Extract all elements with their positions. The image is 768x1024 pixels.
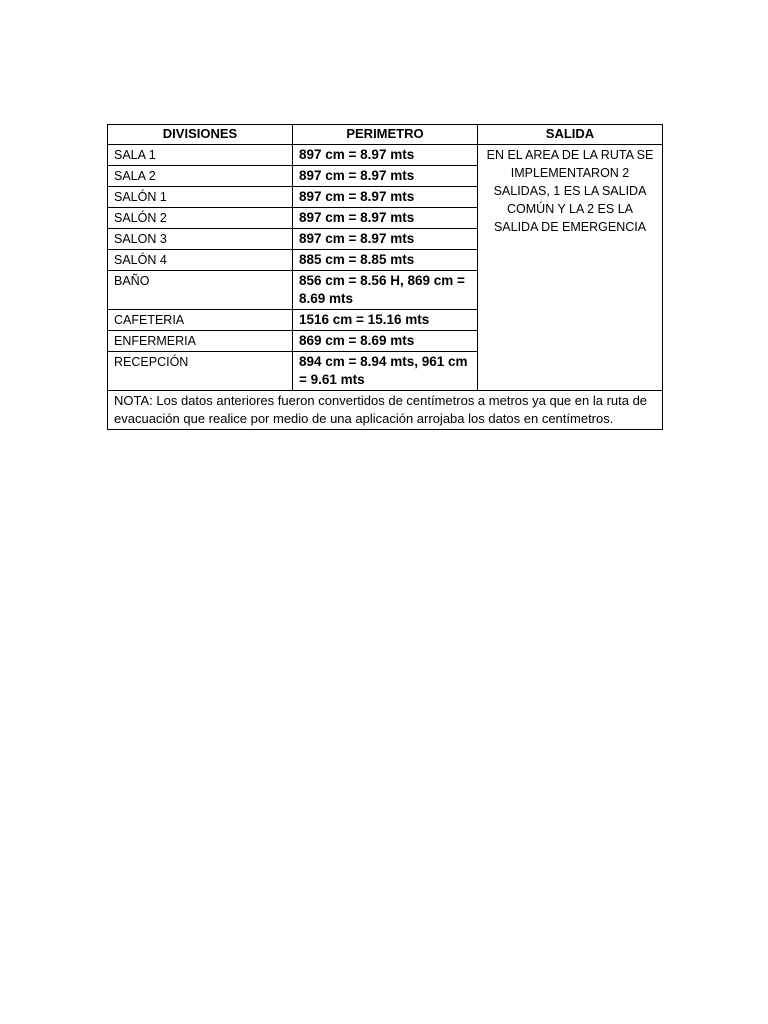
header-perimetro: PERIMETRO	[293, 125, 478, 145]
division-cell: ENFERMERIA	[108, 331, 293, 352]
perimetro-cell: 894 cm = 8.94 mts, 961 cm = 9.61 mts	[293, 352, 478, 391]
table-row	[108, 145, 663, 166]
division-cell: SALA 1	[108, 145, 293, 166]
perimetro-cell: 897 cm = 8.97 mts	[293, 145, 478, 166]
divisions-table	[107, 124, 663, 430]
header-salida: SALIDA	[478, 125, 663, 145]
salida-cell: EN EL AREA DE LA RUTA SE IMPLEMENTARON 2 SALIDAS, 1 ES LA SALIDA COMÚN Y LA 2 ES LA SALIDA DE EMERGENCIA	[478, 145, 663, 391]
perimetro-cell: 897 cm = 8.97 mts	[293, 187, 478, 208]
perimetro-cell: 897 cm = 8.97 mts	[293, 208, 478, 229]
division-cell: SALÓN 1	[108, 187, 293, 208]
note-text: NOTA: Los datos anteriores fueron convertidos de centímetros a metros ya que en la ruta de evacuación que realice por medio de una aplicación arrojaba los datos en centímetros.	[108, 391, 663, 430]
perimetro-cell: 1516 cm = 15.16 mts	[293, 310, 478, 331]
division-cell: CAFETERIA	[108, 310, 293, 331]
division-cell: RECEPCIÓN	[108, 352, 293, 391]
perimetro-cell: 856 cm = 8.56 H, 869 cm = 8.69 mts	[293, 271, 478, 310]
division-cell: SALON 3	[108, 229, 293, 250]
note-row	[108, 391, 663, 430]
division-cell: SALA 2	[108, 166, 293, 187]
table-header-row	[108, 125, 663, 145]
division-cell: BAÑO	[108, 271, 293, 310]
perimetro-cell: 897 cm = 8.97 mts	[293, 166, 478, 187]
perimetro-cell: 869 cm = 8.69 mts	[293, 331, 478, 352]
division-cell: SALÓN 4	[108, 250, 293, 271]
perimetro-cell: 897 cm = 8.97 mts	[293, 229, 478, 250]
perimetro-cell: 885 cm = 8.85 mts	[293, 250, 478, 271]
header-divisiones: DIVISIONES	[108, 125, 293, 145]
division-cell: SALÓN 2	[108, 208, 293, 229]
